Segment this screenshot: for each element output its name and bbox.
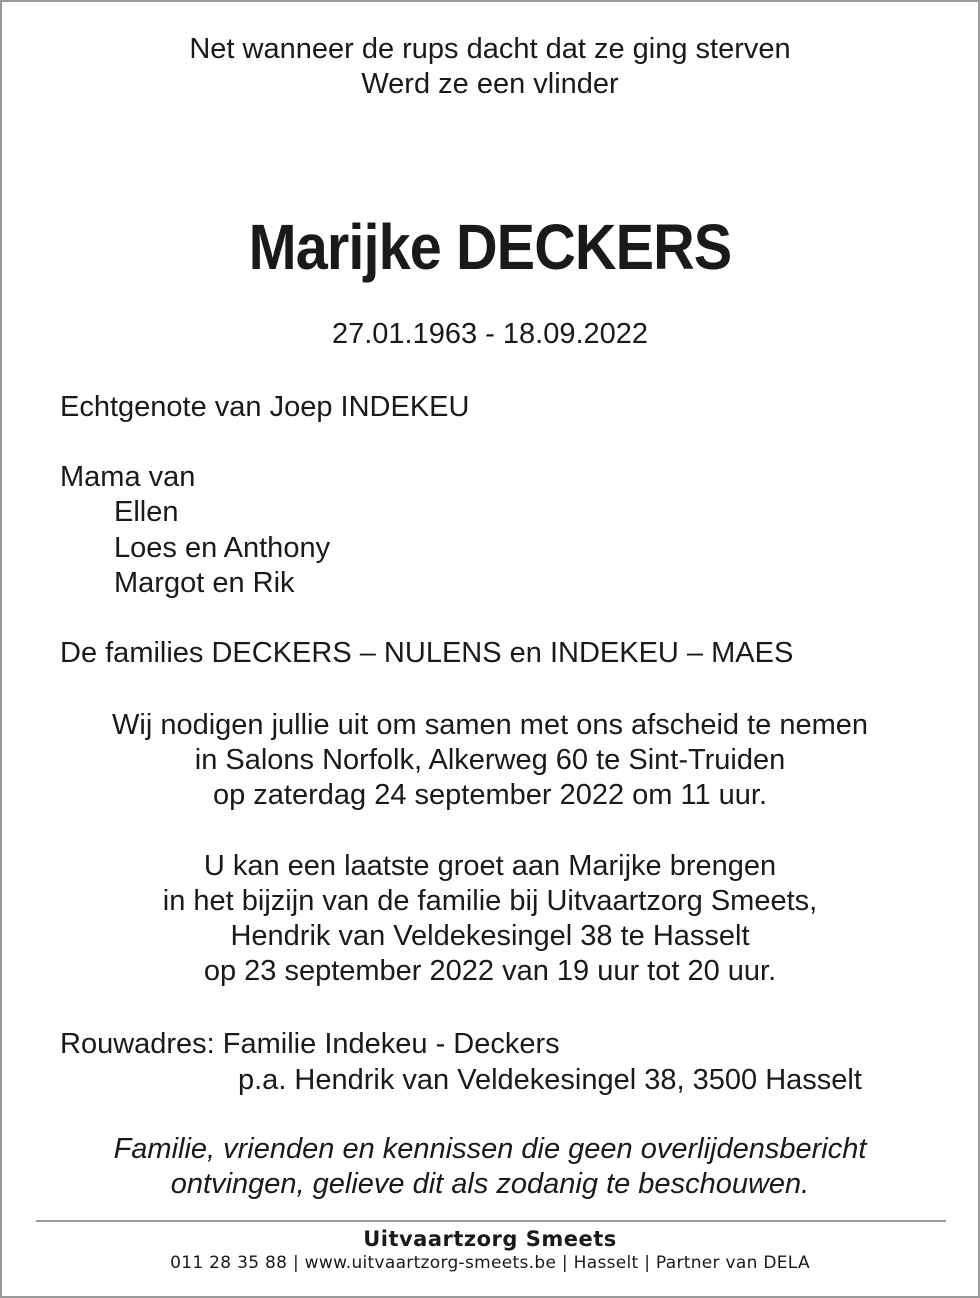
quote-line-2: Werd ze een vlinder (361, 68, 619, 100)
mama-label: Mama van (60, 461, 196, 493)
invitation-line-1: Wij nodigen jullie uit om samen met ons afscheid te nemen (112, 709, 868, 741)
notice-note (2, 1132, 978, 1202)
visitation-block (2, 849, 978, 989)
children-section (60, 460, 331, 599)
child-item: Margot en Rik (114, 567, 295, 599)
invitation-line-2: in Salons Norfolk, Alkerweg 60 te Sint-Truiden (194, 744, 786, 776)
visitation-line-1: U kan een laatste groet aan Marijke brengen (203, 850, 777, 882)
funeral-company-name: Uitvaartzorg Smeets (363, 1227, 617, 1251)
invitation-block (2, 708, 978, 813)
child-item: Ellen (114, 496, 179, 528)
visitation-line-2: in het bijzijn van de familie bij Uitvaartzorg Smeets, (162, 885, 818, 917)
mourning-address-label: Rouwadres: Familie Indekeu - Deckers (60, 1028, 560, 1060)
mourning-address-line: p.a. Hendrik van Veldekesingel 38, 3500 Hasselt (238, 1064, 862, 1096)
visitation-line-4: op 23 september 2022 van 19 uur tot 20 uur. (203, 955, 777, 987)
families-line: De families DECKERS – NULENS en INDEKEU – MAES (60, 637, 794, 669)
note-line-2: ontvingen, gelieve dit als zodanig te beschouwen. (170, 1168, 810, 1200)
quote-line-1: Net wanneer de rups dacht dat ze ging sterven (189, 33, 791, 65)
footer-divider (36, 1220, 946, 1222)
note-line-1: Familie, vrienden en kennissen die geen overlijdensbericht (113, 1133, 867, 1165)
invitation-line-3: op zaterdag 24 september 2022 om 11 uur. (212, 779, 768, 811)
quote (2, 32, 978, 102)
funeral-company-info: 011 28 35 88 | www.uitvaartzorg-smeets.be | Hasselt | Partner van DELA (170, 1253, 810, 1273)
life-dates: 27.01.1963 - 18.09.2022 (331, 318, 649, 350)
visitation-line-3: Hendrik van Veldekesingel 38 te Hasselt (230, 920, 750, 952)
spouse-line: Echtgenote van Joep INDEKEU (60, 391, 470, 423)
child-item: Loes en Anthony (114, 532, 331, 564)
deceased-name: Marijke DECKERS (248, 211, 732, 283)
